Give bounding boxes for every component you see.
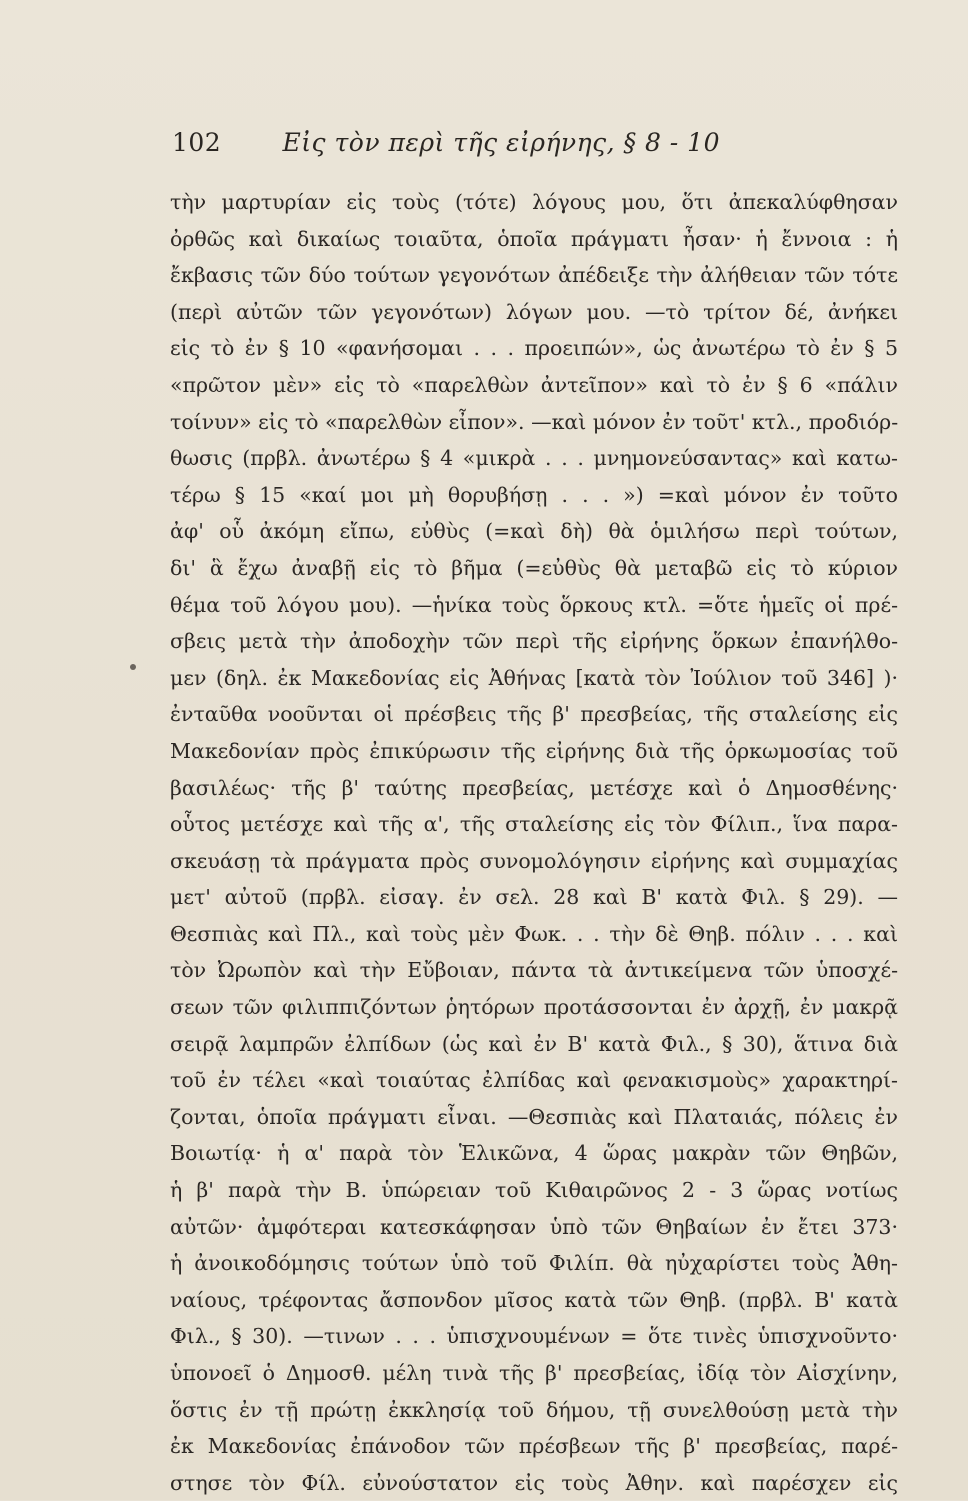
text-line: ἡ ἀνοικοδόμησις τούτων ὑπὸ τοῦ Φιλίπ. θὰ ηὐχαρίστει τοὺς Ἀθη- [170, 1251, 898, 1276]
text-line: θέμα τοῦ λόγου μου). —ἡνίκα τοὺς ὅρκους κτλ. =ὅτε ἡμεῖς οἱ πρέ- [170, 592, 898, 617]
text-line: οὗτος μετέσχε καὶ τῆς α', τῆς σταλείσης εἰς τὸν Φίλιπ., ἵνα παρα- [170, 812, 898, 837]
text-line: μετ' αὐτοῦ (πρβλ. εἰσαγ. ἐν σελ. 28 καὶ Β' κατὰ Φιλ. § 29). — [170, 885, 898, 910]
text-line: αὐτῶν· ἀμφότεραι κατεσκάφησαν ὑπὸ τῶν Θηβαίων ἐν ἔτει 373· [170, 1214, 898, 1239]
text-line: τὸν Ὠρωπὸν καὶ τὴν Εὔβοιαν, πάντα τὰ ἀντικείμενα τῶν ὑποσχέ- [170, 958, 898, 983]
margin-mark [130, 664, 136, 670]
text-line: μεν (δηλ. ἐκ Μακεδονίας εἰς Ἀθήνας [κατὰ τὸν Ἰούλιον τοῦ 346] )· [170, 665, 898, 690]
text-line: τοίνυν» εἰς τὸ «παρελθὼν εἶπον». —καὶ μόνον ἐν τοῦτ' κτλ., προδιόρ- [170, 409, 898, 434]
text-line: (περὶ αὐτῶν τῶν γεγονότων) λόγων μου. —τὸ τρίτον δέ, ἀνήκει [170, 299, 898, 324]
text-line: εἰς τὸ ἐν § 10 «φανήσομαι . . . προειπών», ὡς ἀνωτέρω τὸ ἐν § 5 [170, 336, 898, 361]
text-line: ἐνταῦθα νοοῦνται οἱ πρέσβεις τῆς β' πρεσβείας, τῆς σταλείσης εἰς [170, 702, 898, 727]
text-line: ὅστις ἐν τῇ πρώτῃ ἐκκλησίᾳ τοῦ δήμου, τῇ συνελθούσῃ μετὰ τὴν [170, 1397, 898, 1422]
text-line: τὴν μαρτυρίαν εἰς τοὺς (τότε) λόγους μου, ὅτι ἀπεκαλύφθησαν [170, 190, 898, 214]
text-line: ζονται, ὁποῖα πράγματι εἶναι. —Θεσπιὰς καὶ Πλαταιάς, πόλεις ἐν [170, 1104, 898, 1129]
text-line: ἡ β' παρὰ τὴν Β. ὑπώρειαν τοῦ Κιθαιρῶνος 2 - 3 ὥρας νοτίως [170, 1178, 898, 1203]
text-line: θωσις (πρβλ. ἀνωτέρω § 4 «μικρὰ . . . μνημονεύσαντας» καὶ κατω- [170, 446, 898, 471]
text-line: Βοιωτίᾳ· ἡ α' παρὰ τὸν Ἑλικῶνα, 4 ὥρας μακρὰν τῶν Θηβῶν, [170, 1141, 898, 1166]
text-line: στησε τὸν Φίλ. εὐνούστατον εἰς τοὺς Ἀθην. καὶ παρέσχεν εἰς [170, 1470, 898, 1495]
text-line: δι' ἃ ἔχω ἀναβῇ εἰς τὸ βῆμα (=εὐθὺς θὰ μεταβῶ εἰς τὸ κύριον [170, 555, 898, 580]
page-number: 102 [172, 128, 222, 157]
text-line: «πρῶτον μὲν» εἰς τὸ «παρελθὼν ἀντεῖπον» καὶ τὸ ἐν § 6 «πάλιν [170, 372, 898, 397]
text-line: ναίους, τρέφοντας ἄσπονδον μῖσος κατὰ τῶν Θηβ. (πρβλ. Β' κατὰ [170, 1287, 898, 1312]
commentary-text [170, 184, 898, 1501]
text-line: Φιλ., § 30). —τινων . . . ὑπισχνουμένων = ὅτε τινὲς ὑπισχνοῦντο· [170, 1324, 898, 1349]
text-line: τέρω § 15 «καί μοι μὴ θορυβήσῃ . . . ») =καὶ μόνον ἐν τοῦτο [170, 482, 898, 507]
text-line: βασιλέως· τῆς β' ταύτης πρεσβείας, μετέσχε καὶ ὁ Δημοσθένης· [170, 775, 898, 800]
text-line: σκευάσῃ τὰ πράγματα πρὸς συνομολόγησιν εἰρήνης καὶ συμμαχίας [170, 848, 898, 873]
page-header [172, 128, 720, 168]
text-line: σειρᾷ λαμπρῶν ἐλπίδων (ὡς καὶ ἐν Β' κατὰ Φιλ., § 30), ἅτινα διὰ [170, 1031, 898, 1056]
text-line: ἀφ' οὗ ἀκόμη εἴπω, εὐθὺς (=καὶ δὴ) θὰ ὁμιλήσω περὶ τούτων, [170, 519, 898, 544]
text-line: σεων τῶν φιλιππιζόντων ῥητόρων προτάσσονται ἐν ἀρχῇ, ἐν μακρᾷ [170, 995, 898, 1020]
text-line: σβεις μετὰ τὴν ἀποδοχὴν τῶν περὶ τῆς εἰρήνης ὅρκων ἐπανήλθο- [170, 629, 898, 654]
text-line: τοῦ ἐν τέλει «καὶ τοιαύτας ἐλπίδας καὶ φενακισμοὺς» χαρακτηρί- [170, 1068, 898, 1093]
running-head: Εἰς τὸν περὶ τῆς εἰρήνης, § 8 - 10 [282, 128, 720, 157]
text-line: ὑπονοεῖ ὁ Δημοσθ. μέλη τινὰ τῆς β' πρεσβείας, ἰδίᾳ τὸν Αἰσχίνην, [170, 1361, 898, 1385]
text-line: ἔκβασις τῶν δύο τούτων γεγονότων ἀπέδειξε τὴν ἀλήθειαν τῶν τότε [170, 263, 898, 288]
text-line: Μακεδονίαν πρὸς ἐπικύρωσιν τῆς εἰρήνης διὰ τῆς ὁρκωμοσίας τοῦ [170, 738, 898, 763]
text-line: ὀρθῶς καὶ δικαίως τοιαῦτα, ὁποῖα πράγματι ἦσαν· ἡ ἔννοια : ἡ [170, 226, 898, 251]
text-line: ἐκ Μακεδονίας ἐπάνοδον τῶν πρέσβεων τῆς β' πρεσβείας, παρέ- [170, 1434, 898, 1459]
text-line: Θεσπιὰς καὶ Πλ., καὶ τοὺς μὲν Φωκ. . . τὴν δὲ Θηβ. πόλιν . . . καὶ [170, 921, 898, 946]
